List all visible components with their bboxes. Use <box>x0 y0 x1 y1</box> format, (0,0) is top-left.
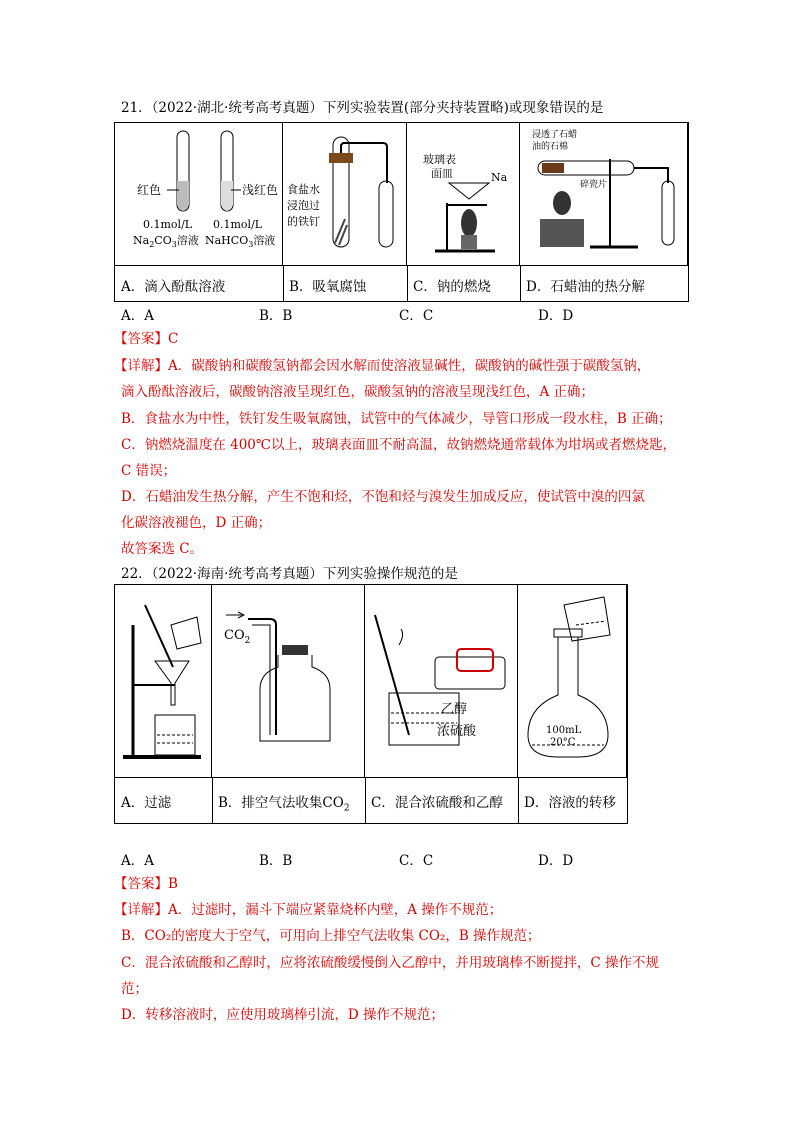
q22-detail-5: D．转移溶液时，应使用玻璃棒引流，D 操作不规范； <box>121 1007 444 1023</box>
q21-cell-a <box>115 123 283 265</box>
q22-detail-1: 【详解】A．过滤时，漏斗下端应紧靠烧杯内壁，A 操作不规范； <box>114 902 503 918</box>
q21-title: 21．（2022·湖北·统考高考真题）下列实验装置(部分夹持装置略)或现象错误的是 <box>121 100 604 116</box>
q21-option-b: B．B <box>259 308 293 324</box>
salt-water-label: 食盐水 <box>287 183 320 196</box>
watch-glass-label-2: 面皿 <box>431 167 453 180</box>
q21-cell-d <box>520 123 688 265</box>
q21-option-a: A．A <box>121 308 154 324</box>
q21-detail-5: C 错误； <box>121 463 177 479</box>
conc-sulfuric-label: 浓硫酸 <box>437 724 477 739</box>
q22-detail-4: 范； <box>121 981 148 997</box>
q21-figure-table <box>114 122 689 302</box>
q22-detail-2: B．CO₂的密度大于空气，可用向上排空气法收集 CO₂，B 操作规范； <box>121 928 541 944</box>
q21-detail-6: D．石蜡油发生热分解，产生不饱和烃，不饱和烃与溴发生加成反应，使试管中溴的四氯 <box>121 489 645 505</box>
q22-caption-row <box>115 777 627 824</box>
q21-detail-8: 故答案选 C。 <box>121 541 204 557</box>
caption-a: A．过滤 <box>121 795 172 811</box>
test-tubes-phenolphthalein-diagram <box>115 123 283 265</box>
temperature-label: 20°C <box>550 737 576 748</box>
q21-cell-b <box>283 123 407 265</box>
q21-cell-c <box>407 123 520 265</box>
caption-c: C．混合浓硫酸和乙醇 <box>371 795 503 811</box>
caption-b: B．吸氧腐蚀 <box>289 279 367 295</box>
q22-figure-table <box>114 584 628 824</box>
q22-cell-a <box>115 585 212 777</box>
filtration-diagram <box>115 585 212 777</box>
q22-cell-b <box>212 585 365 777</box>
asbestos-label: 浸透了石蜡 <box>532 130 578 140</box>
q22-title: 22．（2022·海南·统考高考真题）下列实验操作规范的是 <box>121 566 458 582</box>
paraffin-pyrolysis-diagram <box>520 123 688 265</box>
q21-option-c: C．C <box>399 308 434 324</box>
caption-b: B．排空气法收集$CO_2$ <box>218 795 350 814</box>
soaked-label: 浸泡过 <box>287 199 320 212</box>
asbestos-label-2: 油的石棉 <box>532 142 569 152</box>
nahco3-label: NaHCO$_3$溶液 <box>205 234 276 249</box>
co2-gas-label: $CO_2$ <box>224 628 251 646</box>
caption-d: D．溶液的转移 <box>524 795 616 811</box>
q21-detail-7: 化碳溶液褪色，D 正确； <box>121 515 272 531</box>
caption-d: D．石蜡油的热分解 <box>526 279 645 295</box>
co2-collection-diagram <box>212 585 365 777</box>
q21-answer: 【答案】C <box>114 331 179 347</box>
q22-detail-3: C．混合浓硫酸和乙醇时，应将浓硫酸缓慢倒入乙醇中，并用玻璃棒不断搅拌，C 操作不规 <box>121 955 659 971</box>
q22-answer: 【答案】B <box>114 876 178 892</box>
red-color-label: 红色 <box>137 183 162 197</box>
q21-option-d: D．D <box>538 308 574 324</box>
light-red-color-label: 浅红色 <box>242 183 279 197</box>
iron-nail-corrosion-diagram <box>283 123 407 265</box>
q21-detail-3: B．食盐水为中性，铁钉发生吸氧腐蚀，试管中的气体减少，导管口形成一段水柱，B 正确； <box>121 411 672 427</box>
q22-option-a: A．A <box>121 853 154 869</box>
caption-a: A．滴入酚酞溶液 <box>121 279 226 295</box>
watch-glass-label: 玻璃表 <box>423 153 456 166</box>
q21-detail-1: 【详解】A．碳酸钠和碳酸氢钠都会因水解而使溶液显碱性，碳酸钠的碱性强于碳酸氢钠， <box>114 358 651 374</box>
q21-caption-row <box>115 265 688 302</box>
sodium-burning-diagram <box>407 123 520 265</box>
nahco3-conc: 0.1mol/L <box>213 218 263 231</box>
q22-option-c: C．C <box>399 853 434 869</box>
q22-cell-d <box>518 585 627 777</box>
volume-label: 100mL <box>546 725 582 736</box>
solution-transfer-diagram <box>518 585 627 777</box>
mixing-acid-ethanol-diagram <box>365 585 518 777</box>
q22-option-d: D．D <box>538 853 574 869</box>
q21-detail-2: 滴入酚酞溶液后，碳酸钠溶液呈现红色，碳酸氢钠的溶液呈现浅红色，A 正确； <box>121 384 595 400</box>
na2co3-conc: 0.1mol/L <box>143 218 193 231</box>
caption-c: C．钠的燃烧 <box>413 279 491 295</box>
q22-cell-c <box>365 585 518 777</box>
q21-detail-4: C．钠燃烧温度在 400℃以上，玻璃表面皿不耐高温，故钠燃烧通常载体为坩埚或者燃烧匙， <box>121 437 676 453</box>
na-label: Na <box>491 171 508 184</box>
iron-nail-label: 的铁钉 <box>287 215 320 228</box>
na2co3-label: $Na_2CO_3$溶液 <box>133 234 199 249</box>
q22-option-b: B．B <box>259 853 293 869</box>
porcelain-label: 碎瓷片 <box>580 180 608 190</box>
ethanol-label: 乙醇 <box>441 702 468 717</box>
